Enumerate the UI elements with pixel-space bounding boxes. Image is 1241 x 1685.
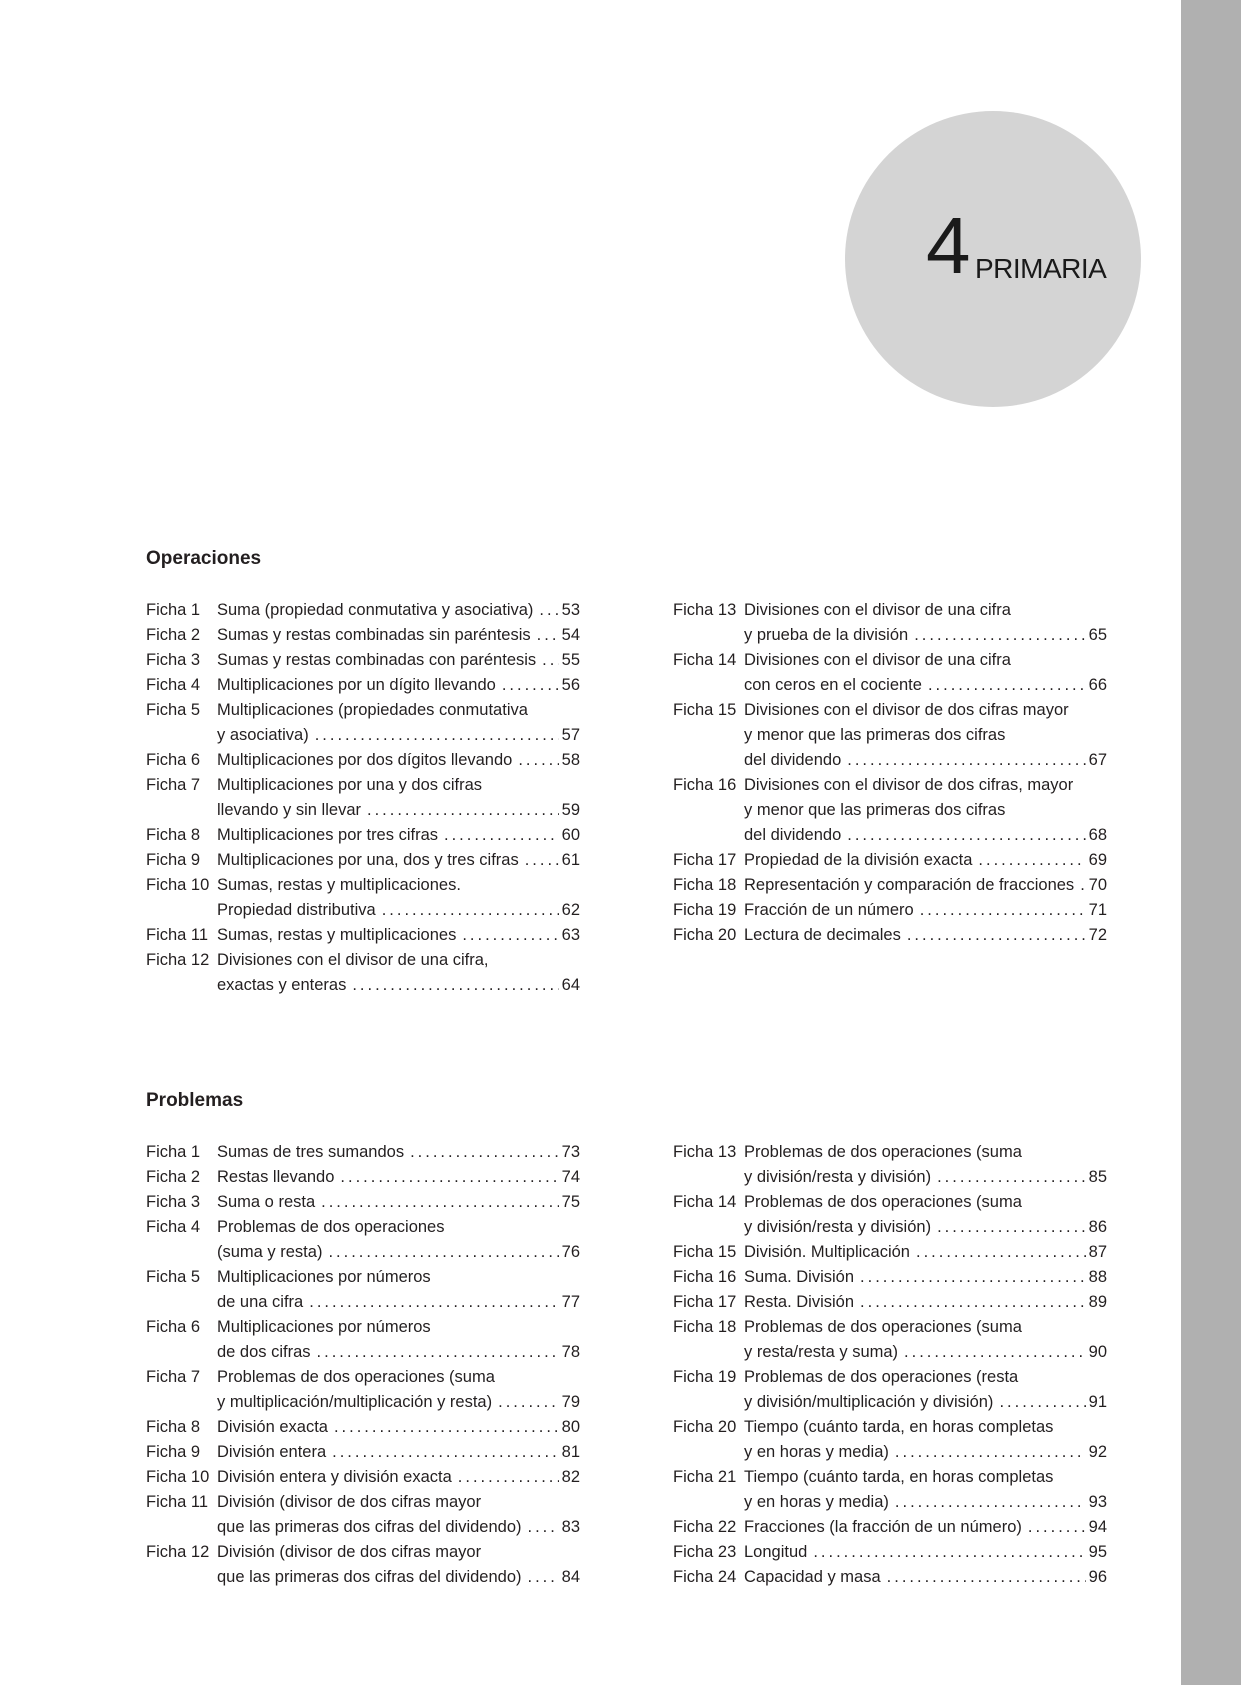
page-number: 53 [561, 601, 580, 619]
ficha-label: Ficha 13 [673, 601, 737, 619]
dot-leader [537, 623, 559, 648]
toc-entry-title: que las primeras dos cifras del dividendo) [217, 1568, 522, 1586]
toc-entry-title: División exacta [217, 1418, 328, 1436]
toc-entry-title: Multiplicaciones por una y dos cifras [217, 776, 483, 794]
page-number: 75 [561, 1193, 580, 1211]
toc-entry-line [146, 1490, 580, 1515]
toc-entry-line [146, 1515, 580, 1540]
toc-entry-title: Divisiones con el divisor de dos cifras, mayor [744, 776, 1074, 794]
toc-entry-title: Multiplicaciones por un dígito llevando [217, 676, 496, 694]
page-number: 79 [561, 1393, 580, 1411]
page-number: 80 [561, 1418, 580, 1436]
toc-entry-title: Sumas, restas y multiplicaciones. [217, 876, 461, 894]
ficha-label: Ficha 7 [146, 1368, 201, 1386]
ficha-label: Ficha 17 [673, 1293, 737, 1311]
page-number: 61 [561, 851, 580, 869]
toc-entry-line [673, 1315, 1107, 1340]
page-number: 57 [561, 726, 580, 744]
toc-entry-line [673, 1240, 1107, 1265]
page-number: 87 [1088, 1243, 1107, 1261]
grade-number: 4 [926, 201, 971, 290]
toc-entry-line [673, 1190, 1107, 1215]
ficha-label: Ficha 7 [146, 776, 201, 794]
ficha-label: Ficha 3 [146, 651, 201, 669]
page-number: 64 [561, 976, 580, 994]
toc-entry-title: Divisiones con el divisor de una cifra [744, 601, 1011, 619]
toc-entry-line [146, 1465, 580, 1490]
toc-column [146, 1140, 580, 1590]
toc-entry-title: División entera y división exacta [217, 1468, 452, 1486]
toc-entry-line [146, 948, 580, 973]
dot-leader [539, 598, 558, 623]
toc-entry-title: y menor que las primeras dos cifras [744, 801, 1006, 819]
page-number: 63 [561, 926, 580, 944]
ficha-label: Ficha 15 [673, 701, 737, 719]
dot-leader [920, 898, 1086, 923]
toc-entry-title: y división/multiplicación y división) [744, 1393, 994, 1411]
toc-entry-title: y en horas y media) [744, 1443, 889, 1461]
toc-entry-line [673, 1490, 1107, 1515]
toc-entry-line [673, 673, 1107, 698]
page-number: 84 [561, 1568, 580, 1586]
ficha-label: Ficha 24 [673, 1568, 737, 1586]
dot-leader [410, 1140, 559, 1165]
toc-entry-title: y asociativa) [217, 726, 309, 744]
toc-entry-title: Divisiones con el divisor de dos cifras mayor [744, 701, 1069, 719]
toc-entry-title: Fracción de un número [744, 901, 914, 919]
toc-entry-title: Propiedad de la división exacta [744, 851, 973, 869]
ficha-label: Ficha 10 [146, 876, 210, 894]
toc-entry-line [146, 648, 580, 673]
toc-entry-line [673, 1140, 1107, 1165]
page-number: 82 [561, 1468, 580, 1486]
toc-entry-line [146, 1390, 580, 1415]
section-title-operaciones: Operaciones [146, 548, 262, 569]
toc-entry-line [146, 623, 580, 648]
ficha-label: Ficha 18 [673, 1318, 737, 1336]
dot-leader [928, 673, 1086, 698]
ficha-label: Ficha 12 [146, 1543, 210, 1561]
ficha-label: Ficha 2 [146, 626, 201, 644]
toc-entry-line [146, 1290, 580, 1315]
ficha-label: Ficha 10 [146, 1468, 210, 1486]
ficha-label: Ficha 12 [146, 951, 210, 969]
toc-entry-line [673, 923, 1107, 948]
page-number: 69 [1088, 851, 1107, 869]
toc-entry-title: Tiempo (cuánto tarda, en horas completas [744, 1468, 1054, 1486]
toc-entry-line [673, 873, 1107, 898]
toc-entry-line [673, 1290, 1107, 1315]
ficha-label: Ficha 9 [146, 1443, 201, 1461]
toc-entry-line [146, 1565, 580, 1590]
toc-entry-line [673, 1215, 1107, 1240]
toc-entry-line [146, 1165, 580, 1190]
page-number: 91 [1088, 1393, 1107, 1411]
ficha-label: Ficha 1 [146, 1143, 201, 1161]
toc-entry-line [673, 773, 1107, 798]
dot-leader [887, 1565, 1086, 1590]
ficha-label: Ficha 22 [673, 1518, 737, 1536]
page-number: 85 [1088, 1168, 1107, 1186]
ficha-label: Ficha 20 [673, 926, 737, 944]
toc-entry-title: Lectura de decimales [744, 926, 901, 944]
toc-entry-line [673, 1515, 1107, 1540]
dot-leader [498, 1390, 559, 1415]
toc-entry-title: Fracciones (la fracción de un número) [744, 1518, 1022, 1536]
page-number: 73 [561, 1143, 580, 1161]
toc-entry-title: Suma (propiedad conmutativa y asociativa) [217, 601, 534, 619]
toc-entry-line [146, 773, 580, 798]
dot-leader [860, 1265, 1086, 1290]
dot-leader [382, 898, 559, 923]
ficha-label: Ficha 2 [146, 1168, 201, 1186]
toc-entry-title: y división/resta y división) [744, 1218, 932, 1236]
ficha-label: Ficha 8 [146, 826, 201, 844]
dot-leader [502, 673, 559, 698]
side-band [1181, 0, 1241, 1685]
ficha-label: Ficha 6 [146, 1318, 201, 1336]
dot-leader [317, 1340, 559, 1365]
toc-entry-line [146, 673, 580, 698]
dot-leader [332, 1440, 559, 1465]
toc-entry-title: Problemas de dos operaciones (suma [217, 1368, 495, 1386]
toc-entry-line [146, 973, 580, 998]
page-number: 96 [1088, 1568, 1107, 1586]
page-number: 95 [1088, 1543, 1107, 1561]
toc-entry-line [146, 873, 580, 898]
dot-leader [340, 1165, 558, 1190]
ficha-label: Ficha 21 [673, 1468, 737, 1486]
page-number: 55 [561, 651, 580, 669]
toc-entry-line [673, 823, 1107, 848]
ficha-label: Ficha 23 [673, 1543, 737, 1561]
toc-entry-title: Problemas de dos operaciones (suma [744, 1318, 1022, 1336]
ficha-label: Ficha 19 [673, 1368, 737, 1386]
toc-entry-line [146, 823, 580, 848]
toc-entry-line [673, 1165, 1107, 1190]
toc-entry-title: Problemas de dos operaciones (suma [744, 1143, 1022, 1161]
dot-leader [542, 648, 558, 673]
toc-entry-line [673, 1415, 1107, 1440]
dot-leader [847, 748, 1085, 773]
toc-entry-title: Multiplicaciones por una, dos y tres cifras [217, 851, 519, 869]
toc-entry-title: y menor que las primeras dos cifras [744, 726, 1006, 744]
ficha-label: Ficha 4 [146, 1218, 201, 1236]
toc-entry-title: Sumas y restas combinadas sin paréntesis [217, 626, 531, 644]
toc-entry-title: Multiplicaciones por dos dígitos llevando [217, 751, 513, 769]
dot-leader [860, 1290, 1086, 1315]
page-number: 65 [1088, 626, 1107, 644]
page-number: 92 [1088, 1443, 1107, 1461]
ficha-label: Ficha 16 [673, 776, 737, 794]
toc-entry-title: Tiempo (cuánto tarda, en horas completas [744, 1418, 1054, 1436]
toc-entry-title: del dividendo [744, 751, 842, 769]
page-number: 72 [1088, 926, 1107, 944]
toc-entry-line [146, 1340, 580, 1365]
toc-entry-line [146, 1540, 580, 1565]
ficha-label: Ficha 4 [146, 676, 201, 694]
toc-entry-title: Divisiones con el divisor de una cifra [744, 651, 1011, 669]
ficha-label: Ficha 11 [146, 1493, 209, 1511]
page-number: 74 [561, 1168, 580, 1186]
dot-leader [321, 1190, 559, 1215]
toc-entry-title: División. Multiplicación [744, 1243, 910, 1261]
toc-entry-line [673, 1565, 1107, 1590]
toc-entry-title: Problemas de dos operaciones (resta [744, 1368, 1019, 1386]
toc-entry-line [673, 848, 1107, 873]
page-number: 70 [1088, 876, 1107, 894]
dot-leader [528, 1565, 559, 1590]
toc-entry-title: Multiplicaciones (propiedades conmutativa [217, 701, 528, 719]
toc-entry-line [146, 923, 580, 948]
toc-entry-line [673, 1365, 1107, 1390]
toc-entry-line [146, 1415, 580, 1440]
toc-entry-line [146, 798, 580, 823]
toc-entry-title: Sumas y restas combinadas con paréntesis [217, 651, 537, 669]
toc-entry-title: y resta/resta y suma) [744, 1343, 899, 1361]
toc-entry-line [673, 598, 1107, 623]
ficha-label: Ficha 19 [673, 901, 737, 919]
toc-entry-line [146, 1215, 580, 1240]
toc-entry-title: del dividendo [744, 826, 842, 844]
toc-entry-line [673, 1540, 1107, 1565]
dot-leader [895, 1440, 1086, 1465]
page-number: 59 [561, 801, 580, 819]
toc-entry-title: Sumas de tres sumandos [217, 1143, 405, 1161]
page-number: 60 [561, 826, 580, 844]
toc-entry-title: Multiplicaciones por tres cifras [217, 826, 438, 844]
toc-entry-line [673, 723, 1107, 748]
toc-entry-line [146, 748, 580, 773]
toc-entry-line [673, 698, 1107, 723]
ficha-label: Ficha 17 [673, 851, 737, 869]
ficha-label: Ficha 5 [146, 701, 201, 719]
toc-entry-title: y en horas y media) [744, 1493, 889, 1511]
page-number: 78 [561, 1343, 580, 1361]
toc-entry-title: Suma o resta [217, 1193, 316, 1211]
dot-leader [937, 1215, 1086, 1240]
dot-leader [367, 798, 559, 823]
ficha-label: Ficha 3 [146, 1193, 201, 1211]
toc-entry-line [673, 648, 1107, 673]
toc-entry-line [146, 698, 580, 723]
dot-leader [334, 1415, 559, 1440]
page-number: 54 [561, 626, 580, 644]
toc-entry-title: y multiplicación/multiplicación y resta) [217, 1393, 493, 1411]
ficha-label: Ficha 5 [146, 1268, 201, 1286]
toc-entry-title: (suma y resta) [217, 1243, 323, 1261]
toc-entry-line [146, 1190, 580, 1215]
toc-entry-title: de dos cifras [217, 1343, 311, 1361]
toc-entry-title: y división/resta y división) [744, 1168, 932, 1186]
toc-entry-line [146, 848, 580, 873]
dot-leader [462, 923, 558, 948]
grade-label: PRIMARIA [975, 253, 1107, 284]
page-number: 89 [1088, 1293, 1107, 1311]
toc-entry-line [146, 723, 580, 748]
toc-entry-title: Capacidad y masa [744, 1568, 881, 1586]
toc-entry-title: División entera [217, 1443, 327, 1461]
toc-entry-title: y prueba de la división [744, 626, 909, 644]
dot-leader [352, 973, 558, 998]
toc-entry-line [673, 798, 1107, 823]
toc-entry-line [146, 1265, 580, 1290]
toc-column [673, 598, 1107, 948]
ficha-label: Ficha 13 [673, 1143, 737, 1161]
toc-entry-title: Problemas de dos operaciones (suma [744, 1193, 1022, 1211]
page-number: 58 [561, 751, 580, 769]
dot-leader [315, 723, 559, 748]
dot-leader [999, 1390, 1085, 1415]
dot-leader [458, 1465, 559, 1490]
page-number: 76 [561, 1243, 580, 1261]
toc-entry-title: Longitud [744, 1543, 808, 1561]
toc-entry-line [673, 898, 1107, 923]
dot-leader [1080, 873, 1085, 898]
ficha-label: Ficha 6 [146, 751, 201, 769]
dot-leader [847, 823, 1085, 848]
page-number: 83 [561, 1518, 580, 1536]
dot-leader [914, 623, 1085, 648]
toc-entry-title: exactas y enteras [217, 976, 347, 994]
ficha-label: Ficha 11 [146, 926, 209, 944]
dot-leader [904, 1340, 1086, 1365]
dot-leader [444, 823, 559, 848]
toc-entry-line [673, 1390, 1107, 1415]
page-number: 68 [1088, 826, 1107, 844]
toc-entry-title: División (divisor de dos cifras mayor [217, 1493, 482, 1511]
toc-entry-line [673, 623, 1107, 648]
dot-leader [328, 1240, 558, 1265]
dot-leader [978, 848, 1085, 873]
page-number: 88 [1088, 1268, 1107, 1286]
dot-leader [937, 1165, 1086, 1190]
toc-entry-title: llevando y sin llevar [217, 801, 361, 819]
ficha-label: Ficha 14 [673, 1193, 737, 1211]
toc-entry-line [146, 1315, 580, 1340]
page-number: 90 [1088, 1343, 1107, 1361]
toc-entry-line [146, 1240, 580, 1265]
ficha-label: Ficha 8 [146, 1418, 201, 1436]
toc-column [673, 1140, 1107, 1590]
toc-entry-line [146, 898, 580, 923]
toc-entry-line [146, 1140, 580, 1165]
dot-leader [813, 1540, 1085, 1565]
page-number: 86 [1088, 1218, 1107, 1236]
toc-column [146, 598, 580, 998]
toc-entry-line [673, 748, 1107, 773]
dot-leader [1028, 1515, 1086, 1540]
page-number: 71 [1088, 901, 1107, 919]
dot-leader [518, 748, 558, 773]
toc-entry-line [673, 1340, 1107, 1365]
dot-leader [895, 1490, 1086, 1515]
toc-entry-title: Divisiones con el divisor de una cifra, [217, 951, 489, 969]
page-number: 62 [561, 901, 580, 919]
dot-leader [907, 923, 1086, 948]
toc-entry-title: de una cifra [217, 1293, 304, 1311]
toc-entry-title: Representación y comparación de fracciones [744, 876, 1075, 894]
ficha-label: Ficha 9 [146, 851, 201, 869]
toc-entry-line [673, 1440, 1107, 1465]
toc-entry-title: Multiplicaciones por números [217, 1268, 431, 1286]
section-title-problemas: Problemas [146, 1090, 244, 1111]
page-number: 66 [1088, 676, 1107, 694]
page-number: 81 [561, 1443, 580, 1461]
ficha-label: Ficha 14 [673, 651, 737, 669]
toc-entry-line [146, 598, 580, 623]
dot-leader [916, 1240, 1086, 1265]
toc-entry-title: con ceros en el cociente [744, 676, 922, 694]
ficha-label: Ficha 18 [673, 876, 737, 894]
toc-entry-title: Suma. División [744, 1268, 855, 1286]
toc-entry-line [673, 1265, 1107, 1290]
ficha-label: Ficha 16 [673, 1268, 737, 1286]
page-number: 93 [1088, 1493, 1107, 1511]
toc-entry-title: Propiedad distributiva [217, 901, 376, 919]
toc-entry-title: Resta. División [744, 1293, 855, 1311]
toc-entry-line [146, 1365, 580, 1390]
toc-entry-title: Multiplicaciones por números [217, 1318, 431, 1336]
toc-entry-line [146, 1440, 580, 1465]
toc-entry-line [673, 1465, 1107, 1490]
ficha-label: Ficha 1 [146, 601, 201, 619]
dot-leader [525, 848, 559, 873]
toc-entry-title: División (divisor de dos cifras mayor [217, 1543, 482, 1561]
dot-leader [528, 1515, 559, 1540]
toc-entry-title: Problemas de dos operaciones [217, 1218, 445, 1236]
page-number: 56 [561, 676, 580, 694]
toc-entry-title: que las primeras dos cifras del dividendo) [217, 1518, 522, 1536]
page-number: 67 [1088, 751, 1107, 769]
ficha-label: Ficha 20 [673, 1418, 737, 1436]
page-number: 94 [1088, 1518, 1107, 1536]
toc-entry-title: Sumas, restas y multiplicaciones [217, 926, 457, 944]
page-number: 77 [561, 1293, 580, 1311]
ficha-label: Ficha 15 [673, 1243, 737, 1261]
dot-leader [309, 1290, 558, 1315]
toc-entry-title: Restas llevando [217, 1168, 335, 1186]
